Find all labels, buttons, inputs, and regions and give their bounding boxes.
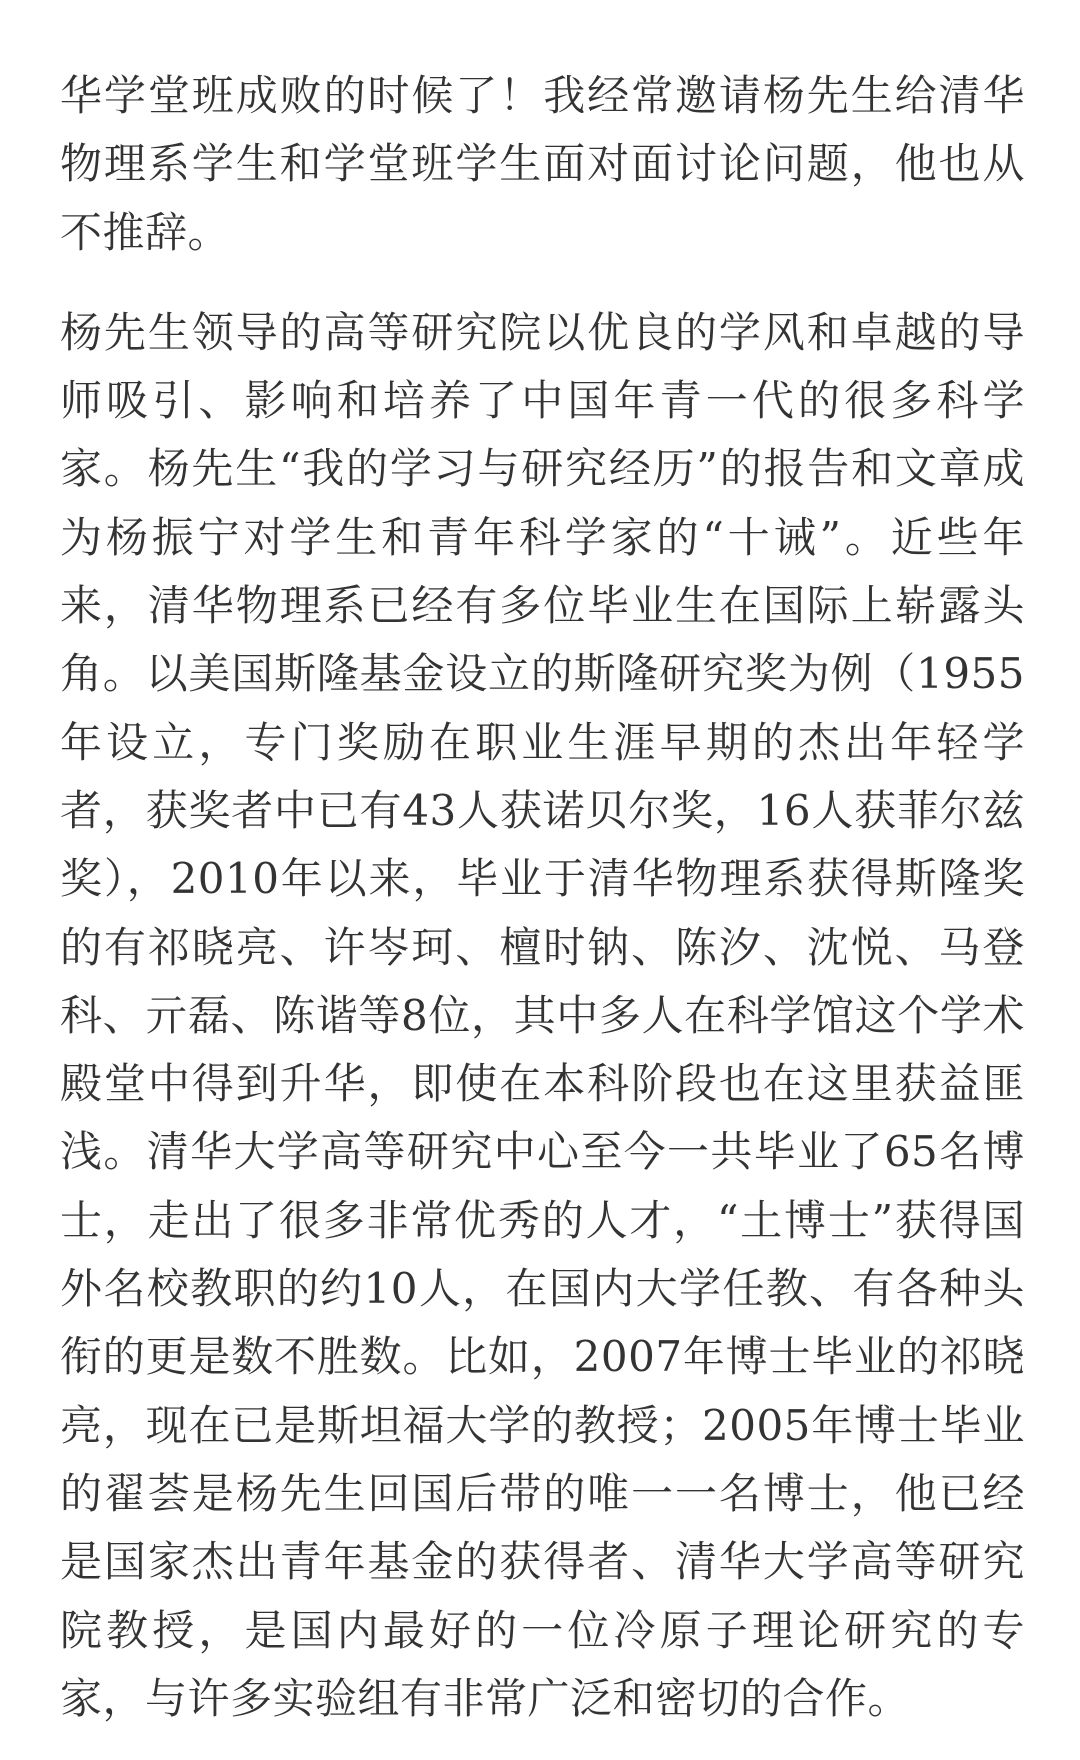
article-paragraph-2: 杨先生领导的高等研究院以优良的学风和卓越的导师吸引、影响和培养了中国年青一代的很多科学家。杨先生“我的学习与研究经历”的报告和文章成为杨振宁对学生和青年科学家的“十诫”。近些年来，清华物理系已经有多位毕业生在国际上崭露头角。以美国斯隆基金设立的斯隆研究奖为例（1955年设立，专门奖励在职业生涯早期的杰出年轻学者，获奖者中已有43人获诺贝尔奖，16人获菲尔兹奖），2010年以来，毕业于清华物理系获得斯隆奖的有祁晓亮、许岑珂、檀时钠、陈汐、沈悦、马登科、亓磊、陈谐等8位，其中多人在科学馆这个学术殿堂中得到升华，即使在本科阶段也在这里获益匪浅。清华大学高等研究中心至今一共毕业了65名博士，走出了很多非常优秀的人才，“土博士”获得国外名校教职的约10人，在国内大学任教、有各种头衔的更是数不胜数。比如，2007年博士毕业的祁晓亮，现在已是斯坦福大学的教授；2005年博士毕业的翟荟是杨先生回国后带的唯一一名博士，他已经是国家杰出青年基金的获得者、清华大学高等研究院教授，是国内最好的一位冷原子理论研究的专家，与许多实验组有非常广泛和密切的合作。 [60, 307, 1025, 1723]
article-paragraph-1: 华学堂班成败的时候了！我经常邀请杨先生给清华物理系学生和学堂班学生面对面讨论问题，他也从不推辞。 [60, 71, 1025, 257]
article-body [60, 62, 1025, 1733]
